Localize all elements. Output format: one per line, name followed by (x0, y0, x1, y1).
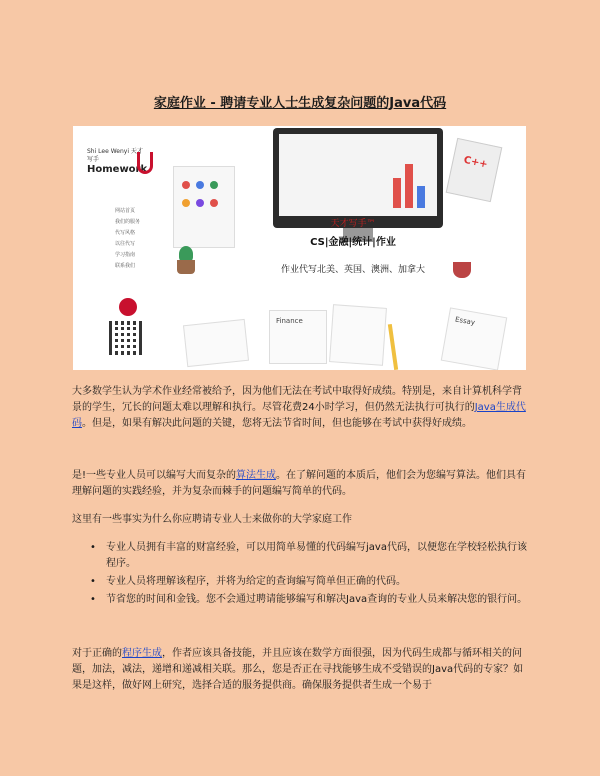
brand-tags: CS|金融|统计|作业 (310, 237, 396, 248)
nav-item: 以往代写 (115, 241, 136, 247)
paragraph-text: ，作者应该具备技能，并且应该在数学方面很强，因为代码生成都与循环相关的问题，加法，减法，递增和递减相关联。那么，您是否正在寻找能够生成不受错误的Java代码的专家？如果是这样，做好网上研究，选择合适的服务提供商。确保服务提供者生成一个易于 (72, 648, 524, 691)
banner-nav (115, 206, 140, 272)
logo-u-icon (137, 152, 153, 174)
nav-item: 代写风格 (115, 230, 136, 236)
chart-paper-icon (183, 319, 249, 367)
list-item: • 专业人员将理解该程序，并将为给定的查询编写简单但正确的代码。 (90, 574, 528, 590)
brand-block (273, 216, 433, 275)
paragraph-2 (72, 468, 528, 500)
paragraph-text: 。但是，如果有解决此问题的关键，您将无法节省时间，但也能够在考试中获得好成绩。 (82, 418, 472, 429)
finance-paper-icon (269, 310, 327, 364)
program-link[interactable]: 程序生成 (122, 648, 162, 659)
qr-code-icon (109, 321, 143, 355)
paragraph-text: 对于正确的 (72, 648, 122, 659)
essay-paper-icon (329, 304, 387, 366)
list-item: • 专业人员拥有丰富的财富经验，可以用简单易懂的代码编写java代码，以便您在学校轻松执行该程序。 (90, 540, 528, 572)
algorithm-link[interactable]: 算法生成 (236, 470, 277, 481)
paragraph-text: 大多数学生认为学术作业经常被给予，因为他们无法在考试中取得好成绩。特别是，来自计算机科学背景的学生，冗长的问题太难以理解和执行。尽管花费24小时学习，但仍然无法执行可执行的 (72, 386, 522, 413)
banner-image (73, 126, 526, 370)
brand-regions: 作业代写北美、英国、澳洲、加拿大 (280, 265, 425, 275)
nav-item: 我们的服务 (115, 219, 141, 225)
monitor-screen (279, 134, 437, 216)
cpp-card-icon (446, 138, 503, 202)
essay-card-icon (441, 307, 507, 370)
pencil-icon (388, 324, 398, 370)
homework-logo (87, 148, 147, 178)
plant-icon (173, 246, 199, 276)
nav-item: 网站首页 (115, 208, 136, 214)
avatar-icon (119, 298, 137, 316)
paragraph-text: 是!一些专业人员可以编写大而复杂的 (72, 470, 237, 481)
reasons-list (90, 540, 528, 610)
essay-label: Essay (454, 315, 476, 327)
paragraph-4 (72, 646, 528, 694)
nav-item: 学习指南 (115, 252, 136, 258)
page-title: 家庭作业 - 聘请专业人士生成复杂问题的Java代码 (153, 96, 447, 111)
paragraph-1 (72, 384, 528, 432)
clipboard-icon (173, 166, 235, 248)
monitor-icon (273, 128, 443, 228)
list-item: • 节省您的时间和金钱。您不会通过聘请能够编写和解决Java查询的专业人员来解决您的银行问。 (90, 592, 528, 608)
logo-small-text: Shi Lee Wenyi 天才写手 (87, 148, 143, 163)
cpp-label: C++ (462, 154, 489, 171)
nav-item: 联系我们 (115, 263, 136, 269)
java-code-link[interactable]: Java生成代码 (72, 402, 526, 429)
brand-name: 天才写手™ (330, 219, 376, 229)
paragraph-text: 。在了解问题的本质后，他们会为您编写算法。他们具有理解问题的实践经验，并为复杂而棘手的问题编写简单的代码。 (72, 470, 527, 497)
paragraph-3: 这里有一些事实为什么你应聘请专业人士来做你的大学家庭工作 (72, 514, 352, 525)
coffee-cup-icon (453, 262, 471, 278)
logo-big-text: Homework (87, 164, 148, 175)
finance-label: Finance (276, 317, 303, 325)
